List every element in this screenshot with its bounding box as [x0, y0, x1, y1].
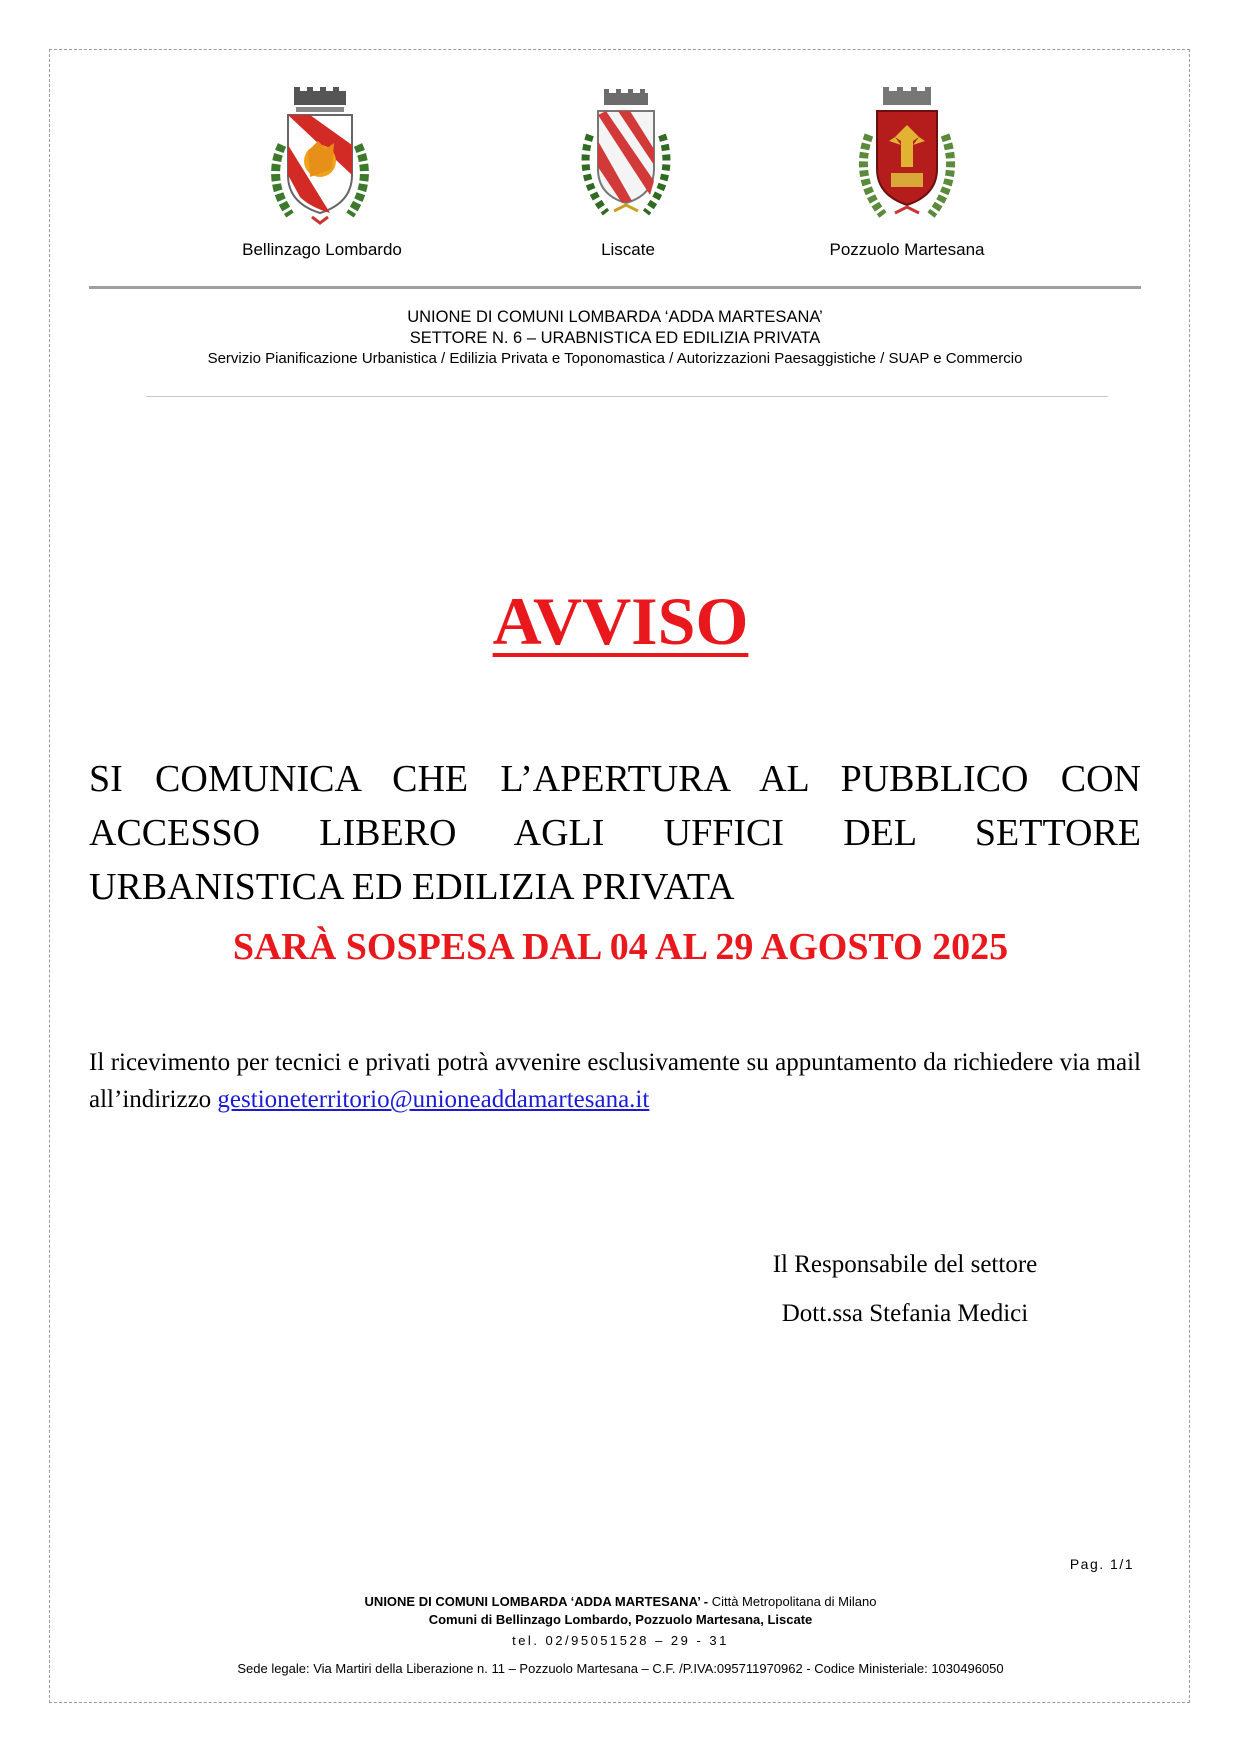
sector-name: SETTORE N. 6 – URABNISTICA ED EDILIZIA PRIVATA — [409, 329, 821, 347]
header-divider — [89, 286, 1141, 289]
footer-legal: Sede legale: Via Martiri della Liberazione n. 11 – Pozzuolo Martesana – C.F. /P.IVA:095711970962 - Codice Ministeriale: 1030496050 — [237, 1661, 1004, 1676]
reception-text: Il ricevimento per tecnici e privati potrà avvenire esclusivamente su appuntamento da richiedere via mail all’indirizzo — [89, 1049, 1141, 1113]
signature-name: Dott.ssa Stefania Medici — [781, 1300, 1029, 1327]
footer-union — [0, 1594, 1241, 1609]
pozzuolo-crest-icon — [847, 85, 967, 230]
notice-title-wrap — [0, 582, 1241, 661]
page-number: Pag. 1/1 — [1069, 1556, 1134, 1572]
town-label-liscate: Liscate — [601, 240, 655, 259]
notice-title: AVVISO — [492, 583, 749, 659]
services-line: Servizio Pianificazione Urbanistica / Edilizia Privata e Toponomastica / Autorizzazioni Paesaggistiche / SUAP e Commercio — [207, 350, 1023, 367]
email-link[interactable]: gestioneterritorio@unioneaddamartesana.it — [217, 1086, 650, 1113]
liscate-crest-icon — [566, 85, 686, 230]
bellinzago-crest-icon — [260, 85, 380, 230]
suspension-text: SARÀ SOSPESA DAL 04 AL 29 AGOSTO 2025 — [232, 926, 1009, 968]
footer-city: Città Metropolitana di Milano — [708, 1594, 877, 1609]
reception-paragraph — [89, 1044, 1141, 1118]
footer-union-name: UNIONE DI COMUNI LOMBARDA ‘ADDA MARTESANA’ - — [364, 1594, 709, 1609]
announcement-text: SI COMUNICA CHE L’APERTURA AL PUBBLICO CON ACCESSO LIBERO AGLI UFFICI DEL SETTORE URBANISTICA ED EDILIZIA PRIVATA — [89, 758, 1141, 908]
town-label-pozzuolo: Pozzuolo Martesana — [829, 240, 985, 259]
signature-role: Il Responsabile del settore — [772, 1251, 1038, 1278]
town-label-bellinzago: Bellinzago Lombardo — [242, 240, 402, 259]
footer-phone: tel. 02/95051528 – 29 - 31 — [512, 1633, 729, 1648]
footer-comuni: Comuni di Bellinzago Lombardo, Pozzuolo Martesana, Liscate — [428, 1612, 813, 1627]
union-name: UNIONE DI COMUNI LOMBARDA ‘ADDA MARTESANA’ — [407, 308, 823, 326]
subheader-divider — [146, 396, 1108, 397]
